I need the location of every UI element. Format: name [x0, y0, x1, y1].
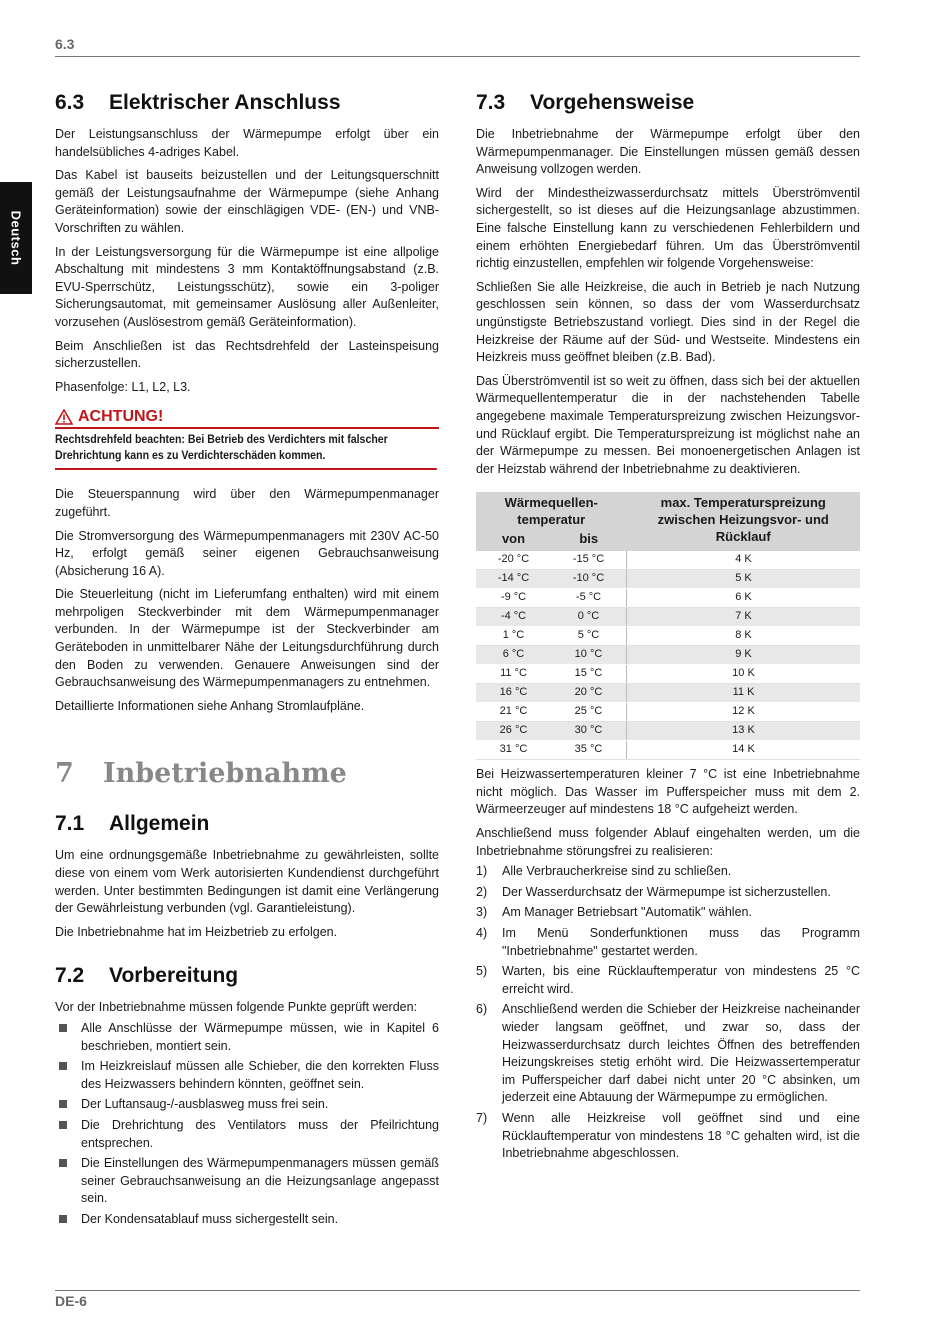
paragraph: Vor der Inbetriebnahme müssen folgende Punkte geprüft werden: [55, 1000, 418, 1015]
table-cell-spread: 9 K [627, 646, 861, 665]
table-body [476, 551, 860, 760]
temperature-spread-table [476, 492, 860, 760]
paragraph: Das Kabel ist bauseits beizustellen und der Leitungsquerschnitt gemäß der Leistungsaufnahme der Wärmepumpe (siehe Anhang Geräteinformation) sowie der einschlägigen VDE- (EN-) und VNB-Vorschriften zu wählen. [55, 168, 439, 235]
section-number: 7.1 [55, 812, 85, 836]
list-item-text: Die Einstellungen des Wärmepumpenmanagers müssen gemäß seiner Gebrauchsanweisung an die Heizungsanlage angepasst sein. [81, 1156, 439, 1206]
table-cell-spread: 8 K [627, 627, 861, 646]
step-number: 7) [476, 1110, 488, 1125]
section-number: 7.2 [55, 964, 85, 988]
paragraph: Anschließend muss folgender Ablauf eingehalten werden, um die Inbetriebnahme störungsfrei zu realisieren: [476, 826, 860, 858]
table-header-source-temperature: Wärmequellen-temperatur [476, 492, 627, 528]
section-7-3-heading [476, 90, 860, 116]
commissioning-steps [476, 863, 860, 1163]
table-header-max-spread: max. Temperaturspreizung zwischen Heizungsvor- und Rücklauf [627, 492, 861, 551]
table-cell-to: 5 °C [551, 627, 627, 646]
warning-box [55, 408, 439, 470]
list-item [55, 1117, 439, 1152]
warning-triangle-icon [55, 409, 73, 425]
table-row [476, 608, 860, 627]
step-item [476, 1110, 860, 1163]
warning-header [55, 408, 439, 429]
bullet-square-icon [59, 1121, 67, 1129]
table-cell-to: 10 °C [551, 646, 627, 665]
table-cell-from: -9 °C [476, 589, 551, 608]
table-cell-from: -20 °C [476, 551, 551, 570]
bullet-square-icon [59, 1062, 67, 1070]
bullet-square-icon [59, 1024, 67, 1032]
table-row [476, 627, 860, 646]
bullet-square-icon [59, 1159, 67, 1167]
bullet-square-icon [59, 1100, 67, 1108]
table-cell-to: 15 °C [551, 665, 627, 684]
table-row [476, 570, 860, 589]
table-row [476, 741, 860, 760]
paragraph: Der Leistungsanschluss der Wärmepumpe erfolgt über ein handelsübliches 4-adriges Kabel. [55, 127, 439, 159]
paragraph: Die Steuerleitung (nicht im Lieferumfang enthalten) wird mit einem mehrpoligen Steckverbinder mit dem Wärmepumpenmanager verbunden. In der Wärmepumpe ist der Steckverbinder am Geräteboden in unmittelbarer Nähe der Leitungsdurchführung durch den Boden zu verwenden. Genauere Anweisungen sind der Gebrauchsanweisung des Wärmepumpenmanagers zu entnehmen. [55, 587, 439, 690]
paragraph: Beim Anschließen ist das Rechtsdrehfeld der Lasteinspeisung sicherzustellen. [55, 338, 439, 371]
table-cell-spread: 5 K [627, 570, 861, 589]
table-cell-from: 11 °C [476, 665, 551, 684]
table-cell-spread: 4 K [627, 551, 861, 570]
table-cell-spread: 11 K [627, 684, 861, 703]
step-number: 2) [476, 884, 488, 899]
paragraph: Bei Heizwassertemperaturen kleiner 7 °C ist eine Inbetriebnahme nicht möglich. Das Wasser im Pufferspeicher muss mit dem 2. Wärmeerzeuger auf mindestens 18 °C aufgeheizt werden. [476, 767, 860, 817]
step-text: Alle Verbraucherkreise sind zu schließen. [502, 864, 732, 879]
step-number: 6) [476, 1002, 488, 1017]
step-number: 3) [476, 905, 488, 920]
bullet-square-icon [59, 1215, 67, 1223]
table-cell-spread: 10 K [627, 665, 861, 684]
table-cell-from: 21 °C [476, 703, 551, 722]
step-item [476, 925, 860, 960]
list-item-text: Der Kondensatablauf muss sichergestellt sein. [81, 1211, 339, 1226]
warning-text: Rechtsdrehfeld beachten: Bei Betrieb des Verdichters mit falscher Drehrichtung kann es zu Verdichterschäden kommen. [55, 429, 437, 470]
table-header-to: bis [551, 528, 627, 551]
table-cell-from: 26 °C [476, 722, 551, 741]
list-item [55, 1020, 439, 1055]
table-cell-to: -15 °C [551, 551, 627, 570]
step-text: Der Wasserdurchsatz der Wärmepumpe ist sicherzustellen. [502, 884, 831, 899]
section-title: Allgemein [109, 812, 210, 836]
paragraph: Die Steuerspannung wird über den Wärmepumpenmanager zugeführt. [55, 487, 439, 519]
right-column [476, 90, 860, 1166]
table-cell-from: -14 °C [476, 570, 551, 589]
list-item-text: Die Drehrichtung des Ventilators muss der Pfeilrichtung entsprechen. [81, 1117, 439, 1150]
section-title: Vorgehensweise [530, 91, 695, 114]
list-item [55, 1155, 439, 1208]
table-cell-from: 31 °C [476, 741, 551, 760]
section-6-3-heading [55, 90, 439, 116]
running-header-section: 6.3 [55, 36, 75, 52]
section-title: Elektrischer Anschluss [109, 91, 341, 114]
section-7-1-heading [55, 811, 439, 837]
section-7-2-heading [55, 963, 439, 989]
table-row [476, 589, 860, 608]
chapter-number: 7 [55, 758, 74, 790]
table-cell-from: 6 °C [476, 646, 551, 665]
page-number: DE-6 [55, 1293, 87, 1309]
language-side-tab [0, 182, 32, 294]
step-number: 4) [476, 926, 488, 941]
paragraph: Die Inbetriebnahme hat im Heizbetrieb zu erfolgen. [55, 924, 338, 939]
language-side-tab-label: Deutsch [8, 210, 24, 266]
paragraph: Wird der Mindestheizwasserdurchsatz mittels Überströmventil sichergestellt, so ist dieses auf die Heizungsanlage abzustimmen. Eine falsche Einstellung kann zu verschiedenen Fehlerbildern und einem erhöhten Energiebedarf führen. Um das Überströmventil richtig einzustellen, empfehlen wir folgende Vorgehensweise: [476, 185, 860, 271]
table-header-from: von [476, 528, 551, 551]
chapter-7-heading [55, 757, 439, 791]
paragraph: Das Überströmventil ist so weit zu öffnen, dass sich bei der aktuellen Wärmequellentemperatur die in der nachstehenden Tabelle angegebene maximale Temperaturspreizung zwischen Heizungsvor- und Rücklauf ergibt. Die Temperaturspreizung ist möglichst nahe an der Wärmepumpe zu messen. Bei monoenergetischen Anlagen ist der Heizstab während der Inbetriebnahme zu deaktivieren. [476, 373, 860, 476]
step-number: 1) [476, 864, 488, 879]
table-cell-to: 35 °C [551, 741, 627, 760]
table-cell-to: -10 °C [551, 570, 627, 589]
table-row [476, 722, 860, 741]
paragraph: In der Leistungsversorgung für die Wärmepumpe ist eine allpolige Abschaltung mit mindestens 3 mm Kontaktöffnungsabstand (z.B. EVU-Sperrschütz, Leistungsschütz), sowie ein 3-poliger Sicherungsautomat, mit gemeinsamer Auslösung aller Außenleiter, vorzusehen (Auslösestrom gemäß Geräteinformation). [55, 244, 439, 329]
chapter-title: Inbetriebnahme [103, 758, 347, 790]
table-row [476, 684, 860, 703]
table-cell-from: 1 °C [476, 627, 551, 646]
footer-divider [55, 1290, 860, 1291]
list-item [55, 1096, 439, 1114]
step-number: 5) [476, 964, 488, 979]
table-cell-to: 0 °C [551, 608, 627, 627]
preparation-checklist [55, 1020, 439, 1229]
step-item [476, 963, 860, 998]
section-title: Vorbereitung [109, 964, 239, 988]
table-cell-from: -4 °C [476, 608, 551, 627]
step-item [476, 904, 860, 922]
section-number: 7.3 [476, 91, 506, 114]
table-cell-to: 30 °C [551, 722, 627, 741]
table-cell-spread: 13 K [627, 722, 861, 741]
list-item [55, 1211, 439, 1229]
paragraph: Um eine ordnungsgemäße Inbetriebnahme zu gewährleisten, sollte diese von einem vom Werk autorisierten Kundendienst durchgeführt werden. Unter bestimmten Bedingungen ist damit eine Verlängerung der Gewährleistung verbunden (vgl. Garantieleistung). [55, 848, 439, 916]
table-cell-to: 20 °C [551, 684, 627, 703]
table-cell-spread: 6 K [627, 589, 861, 608]
step-text: Warten, bis eine Rücklauftemperatur von mindestens 25 °C erreicht wird. [502, 964, 860, 996]
left-column [55, 90, 439, 1235]
warning-title: ACHTUNG! [78, 408, 164, 426]
table-row [476, 703, 860, 722]
paragraph: Die Stromversorgung des Wärmepumpenmanagers mit 230V AC-50 Hz, erfolgt gemäß seiner eigenen Gebrauchsanweisung (Absicherung 16 A). [55, 528, 439, 578]
section-number: 6.3 [55, 91, 85, 114]
step-text: Anschließend werden die Schieber der Heizkreise nacheinander wieder langsam geöffnet, und zwar so, dass der Heizwasserdurchsatz durch leichtes Öffnen des betreffenden Heizungskreises stetig erhöht wird. Die Heizwassertemperatur im Pufferspeicher darf dabei nicht unter 20 °C absinken, um jederzeit eine Abtauung der Wärmepumpe zu ermöglichen. [502, 1002, 860, 1105]
header-divider [55, 56, 860, 57]
step-item [476, 863, 860, 881]
paragraph: Phasenfolge: L1, L2, L3. [55, 379, 191, 394]
step-text: Am Manager Betriebsart "Automatik" wählen. [502, 905, 752, 920]
table-cell-to: 25 °C [551, 703, 627, 722]
table-row [476, 665, 860, 684]
list-item-text: Alle Anschlüsse der Wärmepumpe müssen, wie in Kapitel 6 beschrieben, montiert sein. [81, 1021, 439, 1053]
step-item [476, 1001, 860, 1107]
list-item [55, 1058, 439, 1093]
table-row [476, 551, 860, 570]
table-cell-spread: 7 K [627, 608, 861, 627]
list-item-text: Im Heizkreislauf müssen alle Schieber, die den korrekten Fluss des Heizwassers behindern könnten, geöffnet sein. [81, 1059, 439, 1091]
step-text: Im Menü Sonderfunktionen muss das Programm "Inbetriebnahme" gestartet werden. [502, 926, 860, 958]
table-cell-from: 16 °C [476, 684, 551, 703]
table-cell-spread: 14 K [627, 741, 861, 760]
step-text: Wenn alle Heizkreise voll geöffnet sind und eine Rücklauftemperatur von mindestens 18 °C gehalten wird, ist die Inbetriebnahme abgeschlossen. [502, 1110, 860, 1161]
paragraph: Die Inbetriebnahme der Wärmepumpe erfolgt über den Wärmepumpenmanager. Die Einstellungen müssen gemäß dessen Anweisung vollzogen werden. [476, 127, 860, 177]
table-cell-spread: 12 K [627, 703, 861, 722]
paragraph: Detaillierte Informationen siehe Anhang Stromlaufpläne. [55, 698, 365, 713]
paragraph: Schließen Sie alle Heizkreise, die auch in Betrieb je nach Nutzung geschlossen sein können, so dass der vom Wasserdurchsatz ungünstigste Betriebszustand vorliegt. Dies sind in der Regel die Heizkreise der Räume auf der Süd- und Westseite. Mindestens ein Heizkreis muss geöffnet bleiben (z.B. Bad). [476, 279, 860, 365]
step-item [476, 884, 860, 902]
table-row [476, 646, 860, 665]
table-cell-to: -5 °C [551, 589, 627, 608]
list-item-text: Der Luftansaug-/-ausblasweg muss frei sein. [81, 1097, 329, 1112]
